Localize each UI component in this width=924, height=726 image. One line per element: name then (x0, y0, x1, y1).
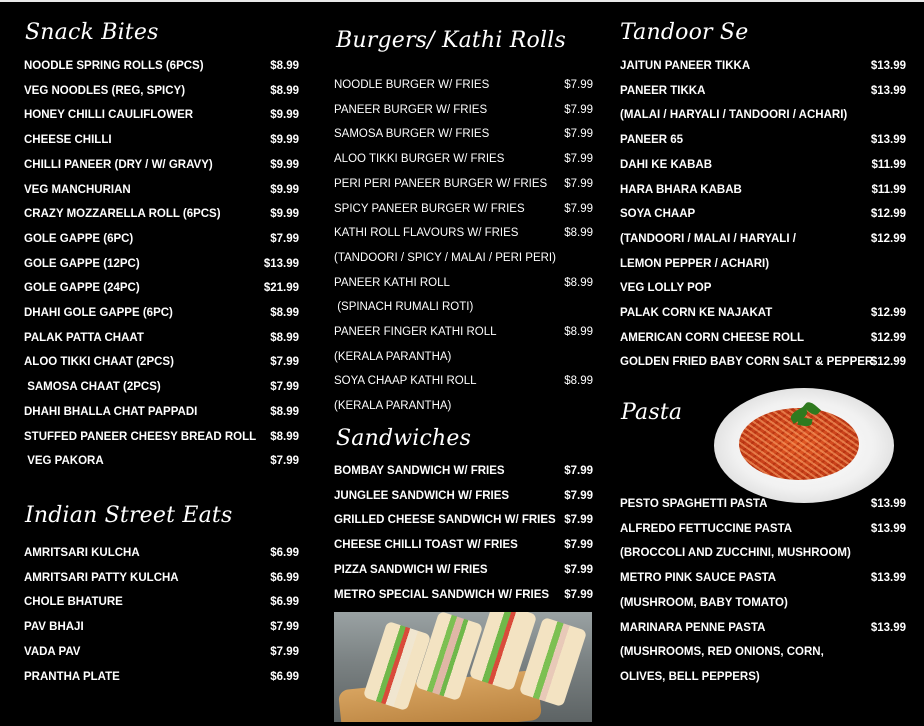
menu-item-price: $8.99 (270, 84, 299, 97)
menu-item-price: $13.99 (870, 572, 906, 585)
menu-item-row (24, 231, 299, 247)
menu-item-name: JAITUN PANEER TIKKA (620, 60, 751, 72)
menu-item-row (334, 201, 593, 217)
menu-item-row (334, 398, 593, 414)
menu-item-row (334, 77, 593, 93)
menu-item-price: $13.99 (870, 134, 906, 147)
menu-item-price: $7.99 (564, 465, 593, 477)
menu-item-row (24, 206, 299, 222)
menu-item-name: SAMOSA BURGER W/ FRIES (334, 128, 490, 141)
menu-item-name: LEMON PEPPER / ACHARI) (620, 257, 770, 270)
menu-item-price: $7.99 (270, 645, 299, 658)
menu-item-row (620, 157, 906, 173)
menu-item-row (620, 570, 906, 586)
menu-item-row (620, 545, 906, 561)
menu-item-row (334, 275, 593, 291)
menu-item-name: SAMOSA CHAAT (2PCS) (24, 381, 161, 394)
menu-item-name: ALOO TIKKI BURGER W/ FRIES (334, 153, 505, 166)
menu-item-row (334, 324, 593, 340)
menu-item-row (24, 83, 299, 99)
menu-item-row (620, 595, 906, 611)
menu-item-row (334, 250, 593, 266)
menu-item-price: $7.99 (564, 202, 593, 215)
menu-item-name: DAHI KE KABAB (620, 158, 712, 171)
menu-item-name: VADA PAV (24, 645, 81, 658)
menu-item-price: $13.99 (263, 257, 299, 270)
menu-item-price: $9.99 (270, 109, 299, 122)
menu-item-name: SPICY PANEER BURGER W/ FRIES (334, 202, 525, 215)
top-border (0, 0, 924, 2)
menu-item-name: NOODLE BURGER W/ FRIES (334, 79, 490, 91)
menu-item-name: PANEER 65 (620, 134, 684, 147)
section-title-burgers-kathi-rolls: Burgers/ Kathi Rolls (336, 28, 566, 53)
menu-item-name: (TANDOORI / SPICY / MALAI / PERI PERI) (334, 251, 556, 264)
menu-item-name: ALOO TIKKI CHAAT (2PCS) (24, 356, 174, 369)
menu-item-price: $12.99 (870, 331, 906, 344)
menu-item-price: $8.99 (270, 307, 299, 319)
menu-item-row (24, 107, 299, 123)
menu-item-row (620, 132, 906, 148)
menu-item-price: $6.99 (270, 596, 299, 609)
menu-item-row (24, 669, 299, 685)
menu-item-row (334, 587, 593, 603)
menu-item-name: ALFREDO FETTUCCINE PASTA (620, 522, 793, 535)
menu-item-name: METRO PINK SAUCE PASTA (620, 572, 777, 585)
menu-item-name: VEG MANCHURIAN (24, 183, 131, 196)
menu-item-price: $7.99 (270, 455, 299, 468)
menu-item-price: $9.99 (270, 134, 299, 147)
menu-item-name: (MUSHROOM, BABY TOMATO) (620, 596, 788, 609)
menu-item-name: PERI PERI PANEER BURGER W/ FRIES (334, 177, 548, 190)
menu-item-row (620, 644, 906, 660)
menu-item-name: KATHI ROLL FLAVOURS W/ FRIES (334, 227, 519, 240)
menu-item-row (24, 619, 299, 635)
menu-item-name: (MUSHROOMS, RED ONIONS, CORN, (620, 646, 824, 659)
menu-item-price: $7.99 (564, 588, 593, 601)
menu-item-price: $7.99 (564, 153, 593, 166)
menu-item-name: PANEER BURGER W/ FRIES (334, 103, 488, 116)
menu-item-price: $8.99 (564, 227, 593, 240)
menu-item-name: VEG NOODLES (REG, SPICY) (24, 84, 186, 97)
menu-item-price: $7.99 (564, 514, 593, 527)
menu-item-name: PESTO SPAGHETTI PASTA (620, 498, 768, 510)
menu-item-price: $8.99 (270, 331, 299, 344)
menu-item-price: $7.99 (270, 356, 299, 369)
menu-item-price: $9.99 (270, 158, 299, 171)
menu-item-name: CHILLI PANEER (DRY / W/ GRAVY) (24, 158, 213, 171)
menu-item-name: GOLE GAPPE (24PC) (24, 282, 140, 295)
menu-item-price: $7.99 (564, 79, 593, 91)
menu-item-name: CHOLE BHATURE (24, 596, 123, 609)
menu-item-row (24, 58, 299, 74)
menu-item-name: NOODLE SPRING ROLLS (6PCS) (24, 60, 204, 72)
menu-item-row (24, 280, 299, 296)
menu-item-row (334, 488, 593, 504)
menu-item-row (24, 453, 299, 469)
menu-item-row (334, 299, 593, 315)
menu-item-name: METRO SPECIAL SANDWICH W/ FRIES (334, 588, 550, 601)
menu-item-row (620, 330, 906, 346)
menu-item-row (620, 669, 906, 685)
menu-item-name: CHEESE CHILLI (24, 134, 112, 147)
section-title-pasta: Pasta (621, 400, 683, 425)
menu-item-price: $7.99 (270, 621, 299, 634)
menu-item-price: $8.99 (270, 405, 299, 418)
menu-item-price: $12.99 (870, 356, 906, 369)
menu-item-price: $6.99 (270, 547, 299, 559)
menu-item-name: HONEY CHILLI CAULIFLOWER (24, 109, 194, 122)
menu-item-price: $8.99 (270, 430, 299, 443)
menu-item-name: AMRITSARI PATTY KULCHA (24, 571, 179, 584)
menu-item-price: $8.99 (564, 276, 593, 289)
menu-item-row (334, 512, 593, 528)
menu-item-row (24, 256, 299, 272)
menu-item-name: JUNGLEE SANDWICH W/ FRIES (334, 489, 510, 502)
menu-item-name: PANEER FINGER KATHI ROLL (334, 326, 497, 338)
menu-item-name: PIZZA SANDWICH W/ FRIES (334, 563, 488, 576)
menu-item-row (334, 102, 593, 118)
menu-item-name: (KERALA PARANTHA) (334, 400, 452, 413)
menu-item-name: DHAHI GOLE GAPPE (6PC) (24, 307, 173, 319)
menu-item-name: CRAZY MOZZARELLA ROLL (6PCS) (24, 208, 221, 221)
menu-item-row (24, 570, 299, 586)
menu-item-price: $9.99 (270, 208, 299, 221)
menu-item-price: $7.99 (564, 539, 593, 552)
menu-item-name: (KERALA PARANTHA) (334, 350, 452, 363)
menu-item-price: $12.99 (870, 208, 906, 221)
menu-item-name: PALAK PATTA CHAAT (24, 331, 144, 344)
menu-item-row (620, 206, 906, 222)
menu-item-row (334, 176, 593, 192)
section-title-tandoor-se: Tandoor Se (620, 20, 749, 45)
menu-item-price: $12.99 (870, 307, 906, 319)
menu-item-price: $12.99 (870, 232, 906, 245)
menu-item-row (620, 83, 906, 99)
menu-item-price: $7.99 (564, 177, 593, 190)
menu-item-row (24, 157, 299, 173)
menu-item-row (24, 182, 299, 198)
menu-item-row (24, 354, 299, 370)
menu-item-name: DHAHI BHALLA CHAT PAPPADI (24, 405, 198, 418)
menu-item-name: BOMBAY SANDWICH W/ FRIES (334, 465, 505, 477)
menu-item-price: $13.99 (870, 84, 906, 97)
menu-item-price: $7.99 (564, 489, 593, 502)
menu-item-name: GOLE GAPPE (6PC) (24, 232, 134, 245)
menu-item-name: SOYA CHAAP (620, 208, 696, 221)
menu-item-row (24, 594, 299, 610)
menu-item-price: $6.99 (270, 670, 299, 683)
menu-item-price: $7.99 (270, 381, 299, 394)
menu-item-row (334, 225, 593, 241)
section-title-indian-street-eats: Indian Street Eats (25, 503, 233, 528)
menu-item-row (620, 354, 906, 370)
menu-item-name: OLIVES, BELL PEPPERS) (620, 670, 760, 683)
menu-item-row (24, 429, 299, 445)
menu-item-row (620, 231, 906, 247)
menu-item-price: $7.99 (564, 563, 593, 576)
menu-item-row (24, 644, 299, 660)
menu-item-price: $7.99 (270, 232, 299, 245)
menu-item-name: PRANTHA PLATE (24, 670, 120, 683)
menu-item-row (24, 330, 299, 346)
menu-item-row (620, 280, 906, 296)
menu-item-row (24, 379, 299, 395)
menu-item-name: GRILLED CHEESE SANDWICH W/ FRIES (334, 514, 556, 527)
menu-item-price: $13.99 (870, 621, 906, 634)
menu-item-name: AMRITSARI KULCHA (24, 547, 140, 559)
menu-item-name: SOYA CHAAP KATHI ROLL (334, 375, 477, 388)
menu-item-name: VEG LOLLY POP (620, 282, 712, 295)
menu-item-row (620, 182, 906, 198)
menu-item-price: $13.99 (870, 60, 906, 72)
menu-item-row (334, 349, 593, 365)
menu-item-row (620, 256, 906, 272)
menu-item-row (620, 305, 906, 321)
menu-item-row (24, 404, 299, 420)
menu-item-price: $8.99 (564, 326, 593, 338)
menu-item-name: PAV BHAJI (24, 621, 84, 634)
menu-item-name: CHEESE CHILLI TOAST W/ FRIES (334, 539, 518, 552)
menu-item-price: $11.99 (871, 183, 906, 196)
menu-item-price: $13.99 (870, 498, 906, 510)
menu-item-price: $8.99 (564, 375, 593, 388)
menu-item-price: $13.99 (870, 522, 906, 535)
menu-item-row (24, 132, 299, 148)
menu-item-row (620, 107, 906, 123)
menu-item-name: (TANDOORI / MALAI / HARYALI / (620, 232, 796, 245)
menu-item-row (620, 620, 906, 636)
section-title-sandwiches: Sandwiches (336, 426, 472, 451)
menu-item-name: HARA BHARA KABAB (620, 183, 742, 196)
menu-item-row (334, 562, 593, 578)
menu-item-price: $6.99 (270, 571, 299, 584)
menu-item-name: AMERICAN CORN CHEESE ROLL (620, 331, 805, 344)
menu-item-row (24, 545, 299, 561)
menu-item-name: STUFFED PANEER CHEESY BREAD ROLL (24, 430, 257, 443)
club-sandwich-image (334, 612, 592, 722)
menu-item-name: (SPINACH RUMALI ROTI) (334, 301, 474, 314)
menu-item-row (24, 305, 299, 321)
menu-item-row (334, 463, 593, 479)
menu-item-name: GOLDEN FRIED BABY CORN SALT & PEPPER (620, 356, 874, 369)
menu-item-price: $8.99 (270, 60, 299, 72)
menu-item-row (334, 151, 593, 167)
menu-item-row (334, 126, 593, 142)
menu-item-price: $11.99 (871, 158, 906, 171)
menu-item-row (620, 58, 906, 74)
menu-item-price: $21.99 (263, 282, 299, 295)
menu-item-name: PANEER TIKKA (620, 84, 706, 97)
menu-item-price: $7.99 (564, 128, 593, 141)
menu-item-row (334, 373, 593, 389)
menu-item-name: PALAK CORN KE NAJAKAT (620, 307, 773, 319)
menu-item-row (620, 521, 906, 537)
menu-item-row (334, 537, 593, 553)
menu-item-price: $7.99 (564, 103, 593, 116)
menu-item-price: $9.99 (270, 183, 299, 196)
menu-item-name: (MALAI / HARYALI / TANDOORI / ACHARI) (620, 109, 848, 122)
menu-item-row (620, 496, 906, 512)
menu-item-name: PANEER KATHI ROLL (334, 276, 450, 289)
section-title-snack-bites: Snack Bites (25, 20, 159, 45)
menu-item-name: GOLE GAPPE (12PC) (24, 257, 140, 270)
menu-item-name: VEG PAKORA (24, 455, 104, 468)
menu-item-name: MARINARA PENNE PASTA (620, 621, 766, 634)
menu-item-name: (BROCCOLI AND ZUCCHINI, MUSHROOM) (620, 547, 851, 560)
